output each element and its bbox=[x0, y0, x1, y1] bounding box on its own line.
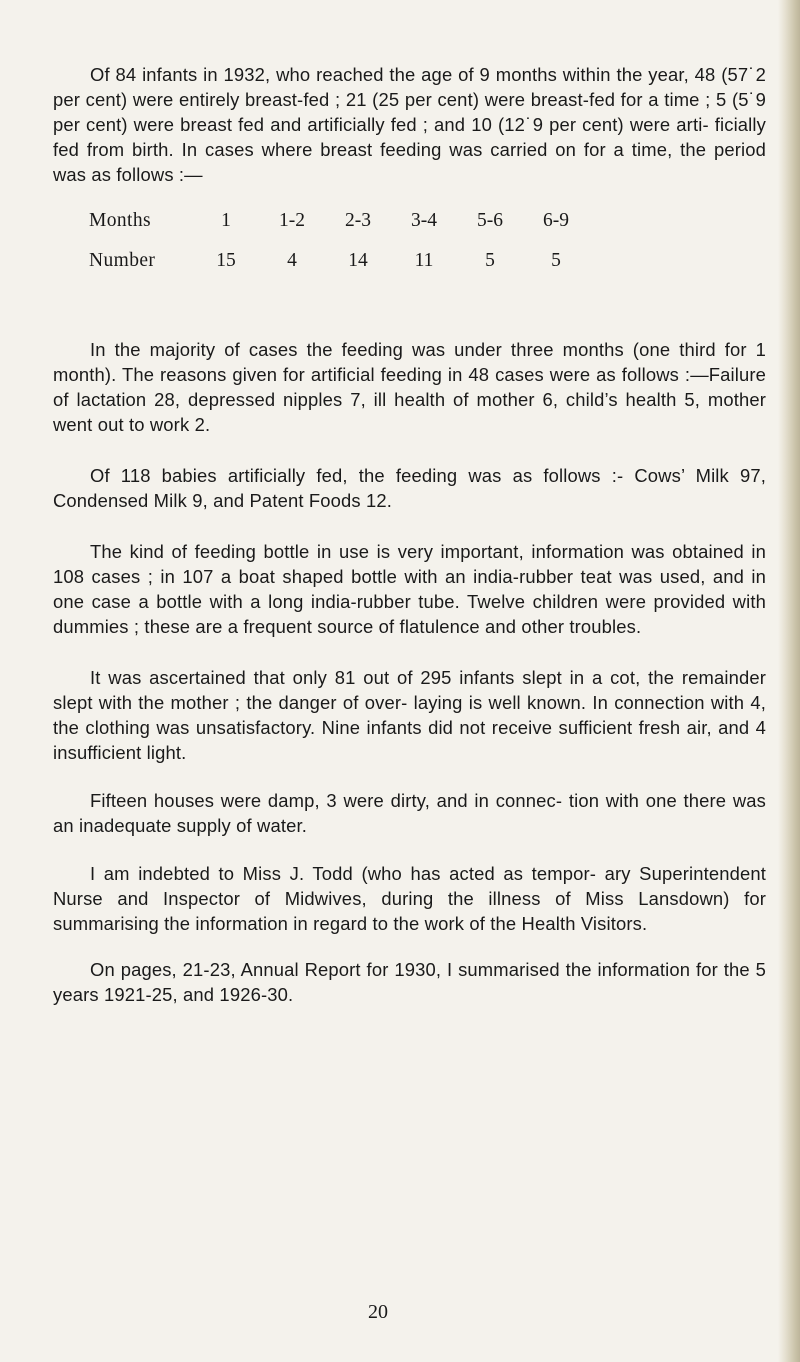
table-row-number bbox=[89, 241, 589, 281]
paragraph-feeding-bottles: The kind of feeding bottle in use is very important, information was obtained in 108 cases ; in 107 a boat shaped bottle with an india-rubber teat was used, and in one case a bottle with a long india-rubber tube. Twelve children were provided with dummies ; these are a frequent source of flatulence and other troubles. bbox=[53, 541, 766, 637]
breast-feeding-duration-table bbox=[89, 201, 589, 281]
table-cell: 1 bbox=[221, 210, 231, 231]
page-edge-shadow bbox=[778, 0, 800, 1362]
table-cell: 6-9 bbox=[543, 210, 569, 231]
paragraph-acknowledgement: I am indebted to Miss J. Todd (who has acted as tempor- ary Superintendent Nurse and Inspector of Midwives, during the illness of Miss Lansdown) for summarising the information in regard to the work of the Health Visitors. bbox=[53, 863, 766, 934]
row-label-months: Months bbox=[89, 210, 151, 231]
page-number: 20 bbox=[368, 1301, 388, 1323]
document-body bbox=[53, 62, 766, 1007]
table-cell: 5 bbox=[551, 250, 561, 271]
paragraph-sleeping-conditions: It was ascertained that only 81 out of 295 infants slept in a cot, the remainder slept with the mother ; the danger of over- laying is well known. In connection with 4, the clothing was unsatisfactory. Nine infants did not receive sufficient fresh air, and 4 insufficient light. bbox=[53, 667, 766, 763]
paragraph-artificial-feeding-reasons: In the majority of cases the feeding was under three months (one third for 1 month). The reasons given for artificial feeding in 48 cases were as follows :—Failure of lactation 28, depressed nipples 7, ill health of mother 6, child’s health 5, mother went out to work 2. bbox=[53, 339, 766, 435]
table-row-months bbox=[89, 201, 589, 241]
table-cell: 15 bbox=[216, 250, 236, 271]
table-cell: 5-6 bbox=[477, 210, 503, 231]
paragraph-previous-report-reference: On pages, 21-23, Annual Report for 1930, I summarised the information for the 5 years 1921-25, and 1926-30. bbox=[53, 959, 766, 1005]
paragraph-artificial-feeding-types: Of 118 babies artificially fed, the feeding was as follows :- Cows’ Milk 97, Condensed Milk 9, and Patent Foods 12. bbox=[53, 465, 766, 511]
paragraph-housing-conditions: Fifteen houses were damp, 3 were dirty, and in connec- tion with one there was an inadequate supply of water. bbox=[53, 790, 766, 836]
paragraph-infant-feeding-stats: Of 84 infants in 1932, who reached the age of 9 months within the year, 48 (57˙2 per cent) were entirely breast-fed ; 21 (25 per cent) were breast-fed for a time ; 5 (5˙9 per cent) were breast fed and artificially fed ; and 10 (12˙9 per cent) were arti- ficially fed from birth. In cases where breast feeding was carried on for a time, the period was as follows :— bbox=[53, 64, 766, 185]
table-cell: 5 bbox=[485, 250, 495, 271]
table-cell: 4 bbox=[287, 250, 297, 271]
table-cell: 1-2 bbox=[279, 210, 305, 231]
table-cell: 14 bbox=[348, 250, 368, 271]
table-cell: 2-3 bbox=[345, 210, 371, 231]
row-label-number: Number bbox=[89, 250, 156, 271]
table-cell: 11 bbox=[414, 250, 434, 271]
table-cell: 3-4 bbox=[411, 210, 437, 231]
